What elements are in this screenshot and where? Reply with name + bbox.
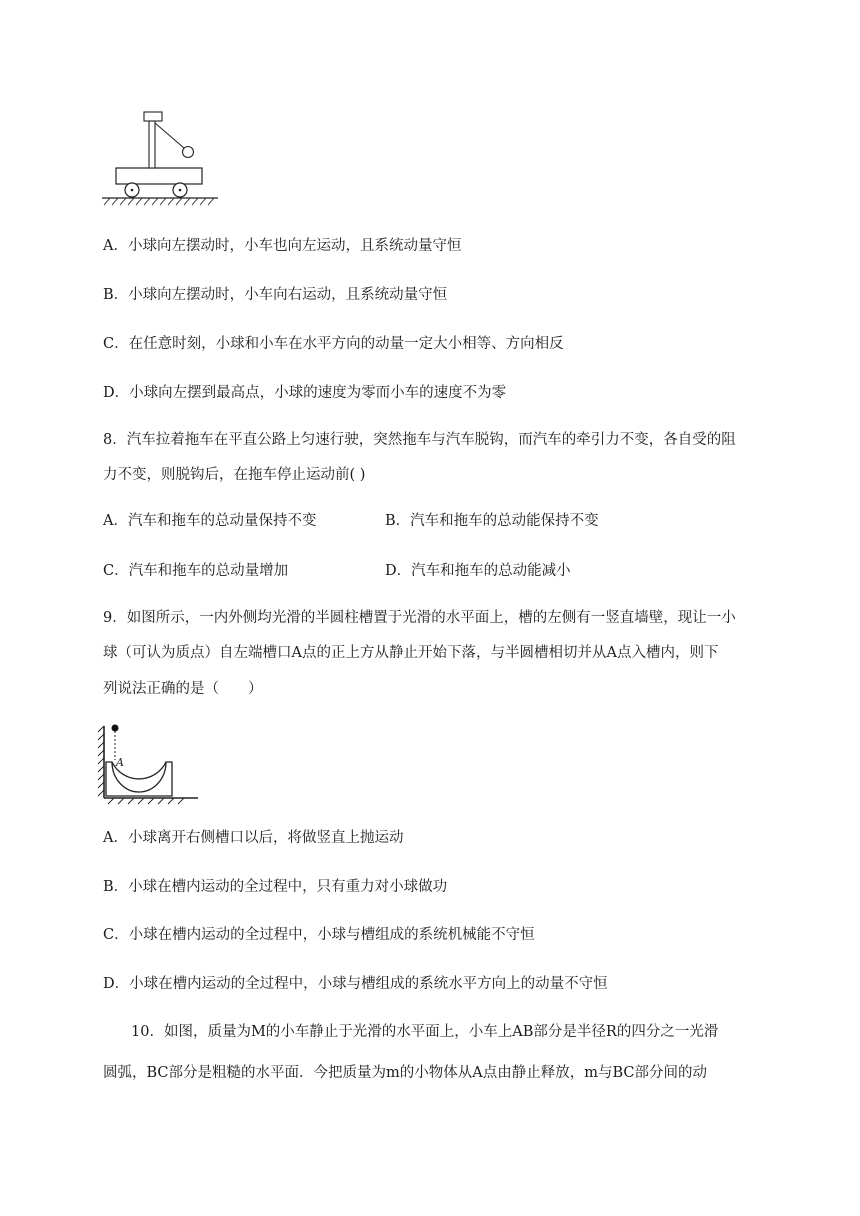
q8-option-b: B．汽车和拖车的总动能保持不变 <box>385 513 599 529</box>
q10-stem-line-1: 10．如图，质量为M的小车静止于光滑的水平面上，小车上AB部分是半径R的四分之一光滑 <box>131 1024 719 1040</box>
q8-option-c: C．汽车和拖车的总动量增加 <box>103 563 289 579</box>
q8-options-row-1 <box>103 511 763 531</box>
q7-option-d: D．小球向左摆到最高点，小球的速度为零而小车的速度不为零 <box>103 385 507 401</box>
q9-option-b: B．小球在槽内运动的全过程中，只有重力对小球做功 <box>103 879 448 895</box>
q8-option-a: A．汽车和拖车的总动量保持不变 <box>103 513 317 529</box>
q10-stem-line-2: 圆弧，BC部分是粗糙的水平面．今把质量为m的小物体从A点由静止释放，m与BC部分间的动 <box>103 1065 708 1081</box>
q9-option-d: D．小球在槽内运动的全过程中，小球与槽组成的系统水平方向上的动量不守恒 <box>103 976 608 992</box>
trough-figure <box>98 718 208 808</box>
q8-option-d: D．汽车和拖车的总动能减小 <box>385 563 571 579</box>
trough-point-label: A <box>116 756 124 769</box>
q8-stem-line-1: 8．汽车拉着拖车在平直公路上匀速行驶，突然拖车与汽车脱钩，而汽车的牵引力不变，各自受的阻 <box>103 432 736 448</box>
cart-pendulum-figure <box>100 108 230 208</box>
q9-option-a: A．小球离开右侧槽口以后，将做竖直上抛运动 <box>103 830 404 846</box>
q9-stem-line-1: 9．如图所示，一内外侧均光滑的半圆柱槽置于光滑的水平面上，槽的左侧有一竖直墙壁，现让一小 <box>103 610 736 626</box>
q9-option-c: C．小球在槽内运动的全过程中，小球与槽组成的系统机械能不守恒 <box>103 927 535 943</box>
q8-stem-line-2: 力不变，则脱钩后，在拖车停止运动前( ) <box>103 467 366 483</box>
q7-option-a: A．小球向左摆动时，小车也向左运动，且系统动量守恒 <box>103 238 462 254</box>
q9-stem-line-2: 球（可认为质点）自左端槽口A点的正上方从静止开始下落，与半圆槽相切并从A点入槽内，则下 <box>103 645 719 661</box>
q9-stem-line-3: 列说法正确的是（ ） <box>103 681 263 697</box>
q7-option-b: B．小球向左摆动时，小车向右运动，且系统动量守恒 <box>103 287 448 303</box>
q7-option-c: C．在任意时刻，小球和小车在水平方向的动量一定大小相等、方向相反 <box>103 336 564 352</box>
q8-options-row-2 <box>103 561 763 581</box>
